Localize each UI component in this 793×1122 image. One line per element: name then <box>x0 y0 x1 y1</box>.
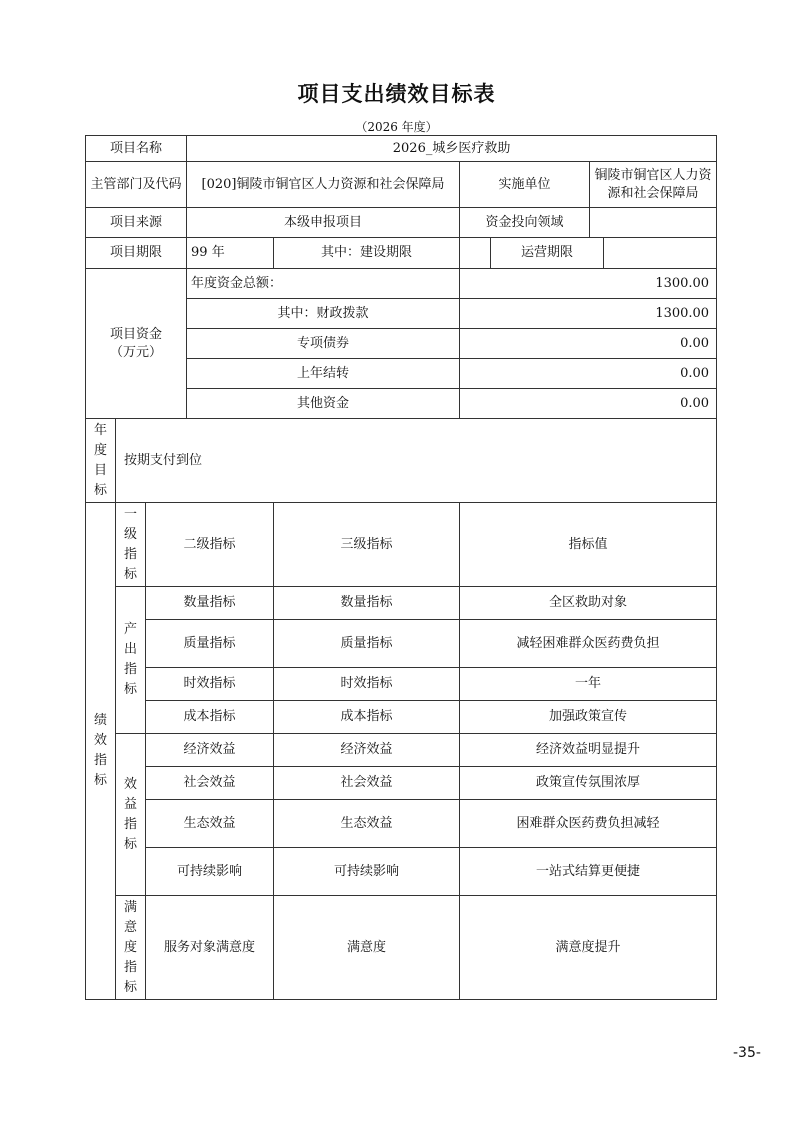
invest-field-label: 资金投向领域 <box>460 208 590 238</box>
benefit-l3: 可持续影响 <box>274 848 460 896</box>
satisfaction-indicators-label: 满意度指标 <box>116 896 146 1000</box>
fund-total-label: 年度资金总额： <box>187 269 460 299</box>
period-value: 99 年 <box>187 238 274 269</box>
benefit-value: 困难群众医药费负担减轻 <box>460 800 717 848</box>
output-l2: 成本指标 <box>146 701 274 734</box>
funds-label: 项目资金（万元） <box>86 269 187 419</box>
benefit-l2: 经济效益 <box>146 734 274 767</box>
benefit-l2: 可持续影响 <box>146 848 274 896</box>
level3-header: 三级指标 <box>274 503 460 587</box>
page-number: -35- <box>733 1045 761 1061</box>
benefit-l3: 生态效益 <box>274 800 460 848</box>
output-value: 一年 <box>460 668 717 701</box>
project-name-label: 项目名称 <box>86 136 187 162</box>
value-header: 指标值 <box>460 503 717 587</box>
benefit-value: 政策宣传氛围浓厚 <box>460 767 717 800</box>
dept-label: 主管部门及代码 <box>86 162 187 208</box>
level2-header: 二级指标 <box>146 503 274 587</box>
satisfaction-l2: 服务对象满意度 <box>146 896 274 1000</box>
invest-field-value <box>590 208 717 238</box>
fund-carryover-label: 上年结转 <box>187 359 460 389</box>
output-l3: 成本指标 <box>274 701 460 734</box>
impl-unit-label: 实施单位 <box>460 162 590 208</box>
dept-value: [020]铜陵市铜官区人力资源和社会保障局 <box>187 162 460 208</box>
build-period-label: 其中：建设期限 <box>274 238 460 269</box>
source-value: 本级申报项目 <box>187 208 460 238</box>
fund-total-value: 1300.00 <box>460 269 717 299</box>
satisfaction-value: 满意度提升 <box>460 896 717 1000</box>
output-l3: 质量指标 <box>274 620 460 668</box>
output-value: 减轻困难群众医药费负担 <box>460 620 717 668</box>
fund-carryover-value: 0.00 <box>460 359 717 389</box>
performance-target-table <box>85 135 717 1000</box>
benefit-l3: 经济效益 <box>274 734 460 767</box>
operate-period-value <box>604 238 717 269</box>
annual-goal-label: 年度目标 <box>86 419 116 503</box>
benefit-l2: 社会效益 <box>146 767 274 800</box>
page-title: 项目支出绩效目标表 <box>297 82 496 106</box>
fund-bond-label: 专项债券 <box>187 329 460 359</box>
fund-other-label: 其他资金 <box>187 389 460 419</box>
output-l2: 时效指标 <box>146 668 274 701</box>
output-l2: 质量指标 <box>146 620 274 668</box>
period-label: 项目期限 <box>86 238 187 269</box>
benefit-value: 一站式结算更便捷 <box>460 848 717 896</box>
output-l2: 数量指标 <box>146 587 274 620</box>
fund-other-value: 0.00 <box>460 389 717 419</box>
benefit-l2: 生态效益 <box>146 800 274 848</box>
year-label: （2026 年度） <box>355 120 438 134</box>
fund-fiscal-label: 其中：财政拨款 <box>187 299 460 329</box>
operate-period-label: 运营期限 <box>491 238 604 269</box>
fund-fiscal-value: 1300.00 <box>460 299 717 329</box>
benefit-value: 经济效益明显提升 <box>460 734 717 767</box>
output-indicators-label: 产出指标 <box>116 587 146 734</box>
build-period-value <box>460 238 491 269</box>
output-value: 加强政策宣传 <box>460 701 717 734</box>
benefit-l3: 社会效益 <box>274 767 460 800</box>
level1-header: 一级指标 <box>116 503 146 587</box>
output-value: 全区救助对象 <box>460 587 717 620</box>
benefit-indicators-label: 效益指标 <box>116 734 146 896</box>
project-name-value: 2026_城乡医疗救助 <box>187 136 717 162</box>
output-l3: 数量指标 <box>274 587 460 620</box>
source-label: 项目来源 <box>86 208 187 238</box>
fund-bond-value: 0.00 <box>460 329 717 359</box>
satisfaction-l3: 满意度 <box>274 896 460 1000</box>
impl-unit-value: 铜陵市铜官区人力资源和社会保障局 <box>590 162 717 208</box>
annual-goal-value: 按期支付到位 <box>116 419 717 503</box>
output-l3: 时效指标 <box>274 668 460 701</box>
perf-indicators-label: 绩效指标 <box>86 503 116 1000</box>
